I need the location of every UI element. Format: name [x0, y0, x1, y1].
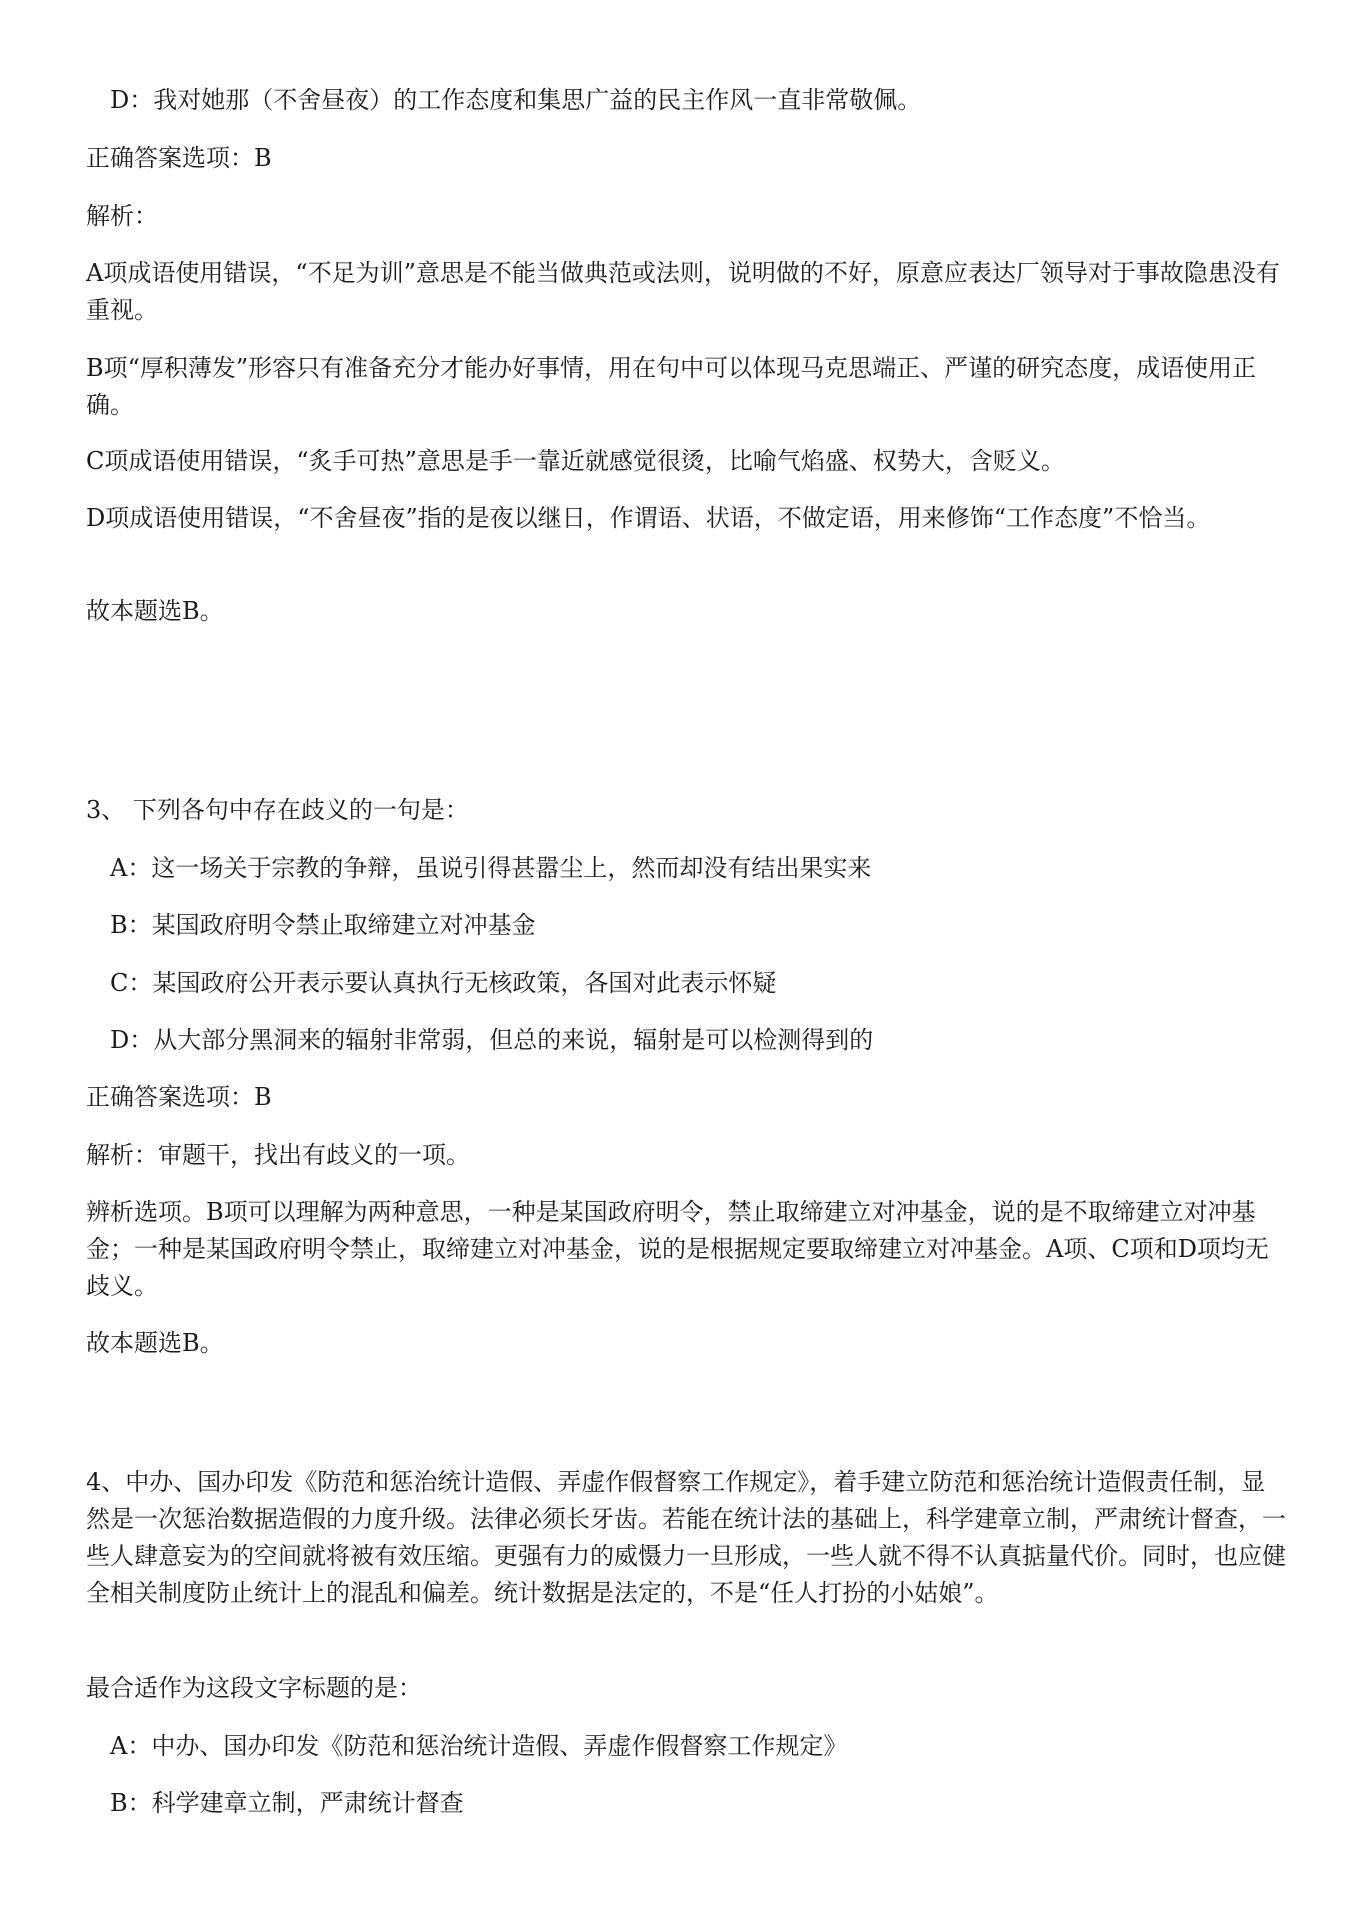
q3-conclusion: 故本题选B。 — [86, 1329, 224, 1357]
q3-analysis: 解析：审题干，找出有歧义的一项。 — [86, 1141, 470, 1169]
q3-analysis-detail: 辨析选项。B项可以理解为两种意思，一种是某国政府明令，禁止取缔建立对冲基金，说的是不取缔建立对冲基金；一种是某国政府明令禁止，取缔建立对冲基金，说的是根据规定要取缔建立对冲基金。A项、C项和D项均无歧义。 — [86, 1198, 1269, 1300]
q2-analysis-label: 解析： — [86, 202, 158, 230]
q3-option-b: B：某国政府明令禁止取缔建立对冲基金 — [110, 911, 536, 939]
q4-option-a: A：中办、国办印发《防范和惩治统计造假、弄虚作假督察工作规定》 — [110, 1732, 848, 1760]
q2-analysis-a: A项成语使用错误，“不足为训”意思是不能当做典范或法则，说明做的不好，原意应表达厂领导对于事故隐患没有重视。 — [86, 259, 1280, 324]
q2-analysis-d: D项成语使用错误，“不舍昼夜”指的是夜以继日，作谓语、状语，不做定语，用来修饰“工作态度”不恰当。 — [86, 504, 1211, 532]
q3-option-a: A：这一场关于宗教的争辩，虽说引得甚嚣尘上，然而却没有结出果实来 — [110, 854, 872, 882]
q3-option-d: D：从大部分黑洞来的辐射非常弱，但总的来说，辐射是可以检测得到的 — [110, 1026, 874, 1054]
q2-conclusion: 故本题选B。 — [86, 597, 224, 625]
q3-answer: 正确答案选项：B — [86, 1083, 272, 1111]
q2-answer: 正确答案选项：B — [86, 144, 272, 172]
q4-option-b: B：科学建章立制，严肃统计督查 — [110, 1789, 464, 1817]
q2-analysis-c: C项成语使用错误，“炙手可热”意思是手一靠近就感觉很烫，比喻气焰盛、权势大，含贬义。 — [86, 447, 1065, 475]
q3-option-c: C：某国政府公开表示要认真执行无核政策，各国对此表示怀疑 — [110, 969, 777, 997]
q2-option-d: D：我对她那（不舍昼夜）的工作态度和集思广益的民主作风一直非常敬佩。 — [110, 86, 922, 114]
q2-analysis-b: B项“厚积薄发”形容只有准备充分才能办好事情，用在句中可以体现马克思端正、严谨的研究态度，成语使用正确。 — [86, 354, 1257, 419]
q3-stem: 3、 下列各句中存在歧义的一句是： — [86, 796, 469, 824]
q4-stem: 4、中办、国办印发《防范和惩治统计造假、弄虚作假督察工作规定》，着手建立防范和惩治统计造假责任制，显然是一次惩治数据造假的力度升级。法律必须长牙齿。若能在统计法的基础上，科学建章立制，严肃统计督查，一些人肆意妄为的空间就将被有效压缩。更强有力的威慑力一旦形成，一些人就不得不认真掂量代价。同时，也应健全相关制度防止统计上的混乱和偏差。统计数据是法定的，不是“任人打扮的小姑娘”。 — [86, 1468, 1286, 1607]
q4-question: 最合适作为这段文字标题的是： — [86, 1674, 422, 1702]
